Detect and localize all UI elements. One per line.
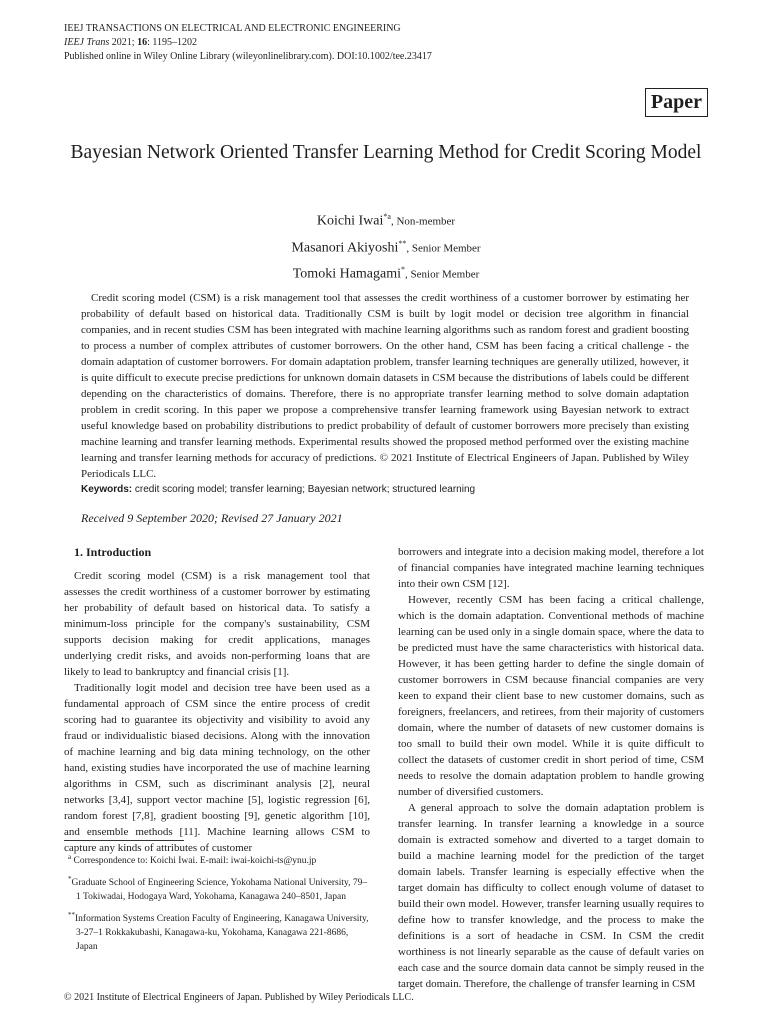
citation-pages: : 1195–1202 — [147, 37, 197, 48]
author-role: , Senior Member — [405, 268, 480, 281]
citation-volume: 16 — [137, 37, 148, 48]
paragraph: A general approach to solve the domain adaptation problem is transfer learning. In transfer learning a knowledge in a source domain is extracted somehow and diverted to a target domain to build a machine learning model for the prediction of the target domain labels. Transfer learning is especially effective when the target domain has difficulty to collect enough volume of dataset to build their own model. However, transfer learning usually requires to define how to transfer knowledge, and the process to make the definitions is a sort of headache in CSM. In CSM the credit worthiness is not linearly separable as the cause of default varies on each case and the source domain data cannot be simply reused in the target domain. Therefore, the challenge of transfer learning in CSM — [398, 802, 704, 990]
paper-type-label: Paper — [645, 88, 708, 117]
footnote-mark: ** — [68, 911, 75, 920]
paragraph: However, recently CSM has been facing a critical challenge, which is the domain adaptation. Conventional methods of machine learning can be used only in a single domain space, where the data to be predicted must have the same characteristics with historical data. However, it has been getting harder to define the single domain of customer borrowers in CSM because financial companies are very keen to expand their client base to new customer domains, such as foreigners, freelancers, and retirees, from their majority of customers domain, where the number of datasets of new customer domains is too small to build their own model. While it is quite difficult to collect the datasets of customer credit in short period of time, CSM needs to resolve the domain adaptation problem to handle growing number of diversified customers. — [398, 594, 704, 798]
footnote-divider — [64, 840, 184, 841]
citation-year: 2021; — [109, 37, 138, 48]
keywords-text: credit scoring model; transfer learning; Bayesian network; structured learning — [132, 484, 476, 495]
author-list — [64, 206, 708, 286]
author-mark: ** — [398, 238, 407, 248]
paragraph: Traditionally logit model and decision tree have been used as a fundamental approach of CSM since the entire process of credit scoring had to guarantee its objectivity and visibility to avoid any fraud or individualistic biased decisions. Along with the innovation of machine learning and big data mining technology, on the other hand, existing studies have incorporated the use of machine learning algorithms in CSM, such as discriminant analysis [2], neural networks [3,4], support vector machine [5], logistic regression [6], random forest [7,8], gradient boosting [9], genetic algorithm [10], and ensemble methods [11]. Machine learning allows CSM to capture any kinds of attributes of customer — [64, 682, 370, 854]
paragraph: Credit scoring model (CSM) is a risk management tool that assesses the credit worthiness of a customer borrower by estimating her probability of default based on historical data. To satisfy a minimum-loss principle for the company's sustainability, CSM supports decision making for credit applications, manages underlying credit risks, and avoids non-performing loans that are likely to lead to bankruptcy and financial crisis [1]. — [64, 570, 370, 678]
abstract: Credit scoring model (CSM) is a risk management tool that assesses the credit worthiness of a customer borrower by estimating her probability of default based on historical data. Traditionally CSM is built by logit model or decision tree algorithm in financial companies, and in recent studies CSM has been integrated with machine learning algorithms such as random forest and gradient boosting to process a number of complex attributes of customer borrowers. On the other hand, CSM has been facing a critical challenge - the domain adaptation of customer borrowers. For domain adaptation problem, transfer learning techniques are generally utilized, however, it is quite difficult to execute precise predictions for unknown domain datasets in CSM because the distributions of labels could be different depending on the characteristics of domains. Therefore, there is no appropriate transfer learning method to solve domain adaptation problem in credit scoring. In this paper we propose a comprehensive transfer learning framework using Bayesian network to extract useful knowledge based on probability distributions to predict probability of default of customer borrowers more precisely than existing machine learning and transfer learning methods. Experimental results showed the proposed method performed over the existing machine learning and transfer learning methods for accuracy of predictions. © 2021 Institute of Electrical Engineers of Japan. Published by Wiley Periodicals LLC. — [81, 292, 689, 480]
section-heading: 1. Introduction — [74, 545, 152, 559]
journal-header — [64, 22, 432, 64]
footnotes — [64, 850, 370, 958]
author-name: Koichi Iwai — [316, 213, 384, 229]
author-name: Tomoki Hamagami — [292, 266, 402, 282]
left-column — [64, 544, 370, 856]
right-column — [398, 544, 704, 992]
footnote — [64, 872, 370, 904]
author-role: , Non-member — [390, 215, 456, 228]
author-mark: * — [401, 265, 406, 275]
author-role: , Senior Member — [406, 242, 481, 255]
copyright-footer: © 2021 Institute of Electrical Engineers of Japan. Published by Wiley Periodicals LLC. — [64, 992, 414, 1003]
paper-title: Bayesian Network Oriented Transfer Learning Method for Credit Scoring Model — [70, 142, 702, 163]
author-name: Masanori Akiyoshi — [291, 240, 399, 256]
footnote-text: Correspondence to: Koichi Iwai. E-mail: iwai-koichi-ts@ynu.jp — [71, 856, 317, 867]
footnote — [64, 908, 370, 954]
footnote-mark: * — [68, 875, 72, 884]
footnote-mark: a — [68, 853, 72, 861]
citation-journal: IEEJ Trans — [64, 37, 110, 48]
journal-name: IEEJ TRANSACTIONS ON ELECTRICAL AND ELECTRONIC ENGINEERING — [64, 23, 401, 34]
footnote-text: Information Systems Creation Faculty of Engineering, Kanagawa University, 3-27–1 Rokkakubashi, Kanagawa-ku, Yokohama, Kanagawa 221-8686, Japan — [75, 914, 369, 953]
citation-line — [64, 36, 432, 50]
keywords — [81, 484, 689, 495]
paragraph-continuation: borrowers and integrate into a decision making model, therefore a lot of financial companies have integrated machine learning techniques into their own CSM [12]. — [398, 546, 704, 590]
footnote — [64, 850, 370, 868]
footnote-text: Graduate School of Engineering Science, Yokohama National University, 79–1 Tokiwadai, Hodogaya Ward, Yokohama, Kanagawa 240–8501, Japan — [71, 878, 368, 903]
author-mark: *a — [383, 212, 391, 221]
publication-info: Published online in Wiley Online Library (wileyonlinelibrary.com). DOI:10.1002/tee.23417 — [64, 51, 432, 62]
keywords-label: Keywords: — [81, 484, 133, 495]
author-line — [64, 233, 708, 260]
author-line — [64, 259, 708, 286]
author-line — [64, 206, 708, 233]
received-dates: Received 9 September 2020; Revised 27 January 2021 — [81, 511, 343, 525]
